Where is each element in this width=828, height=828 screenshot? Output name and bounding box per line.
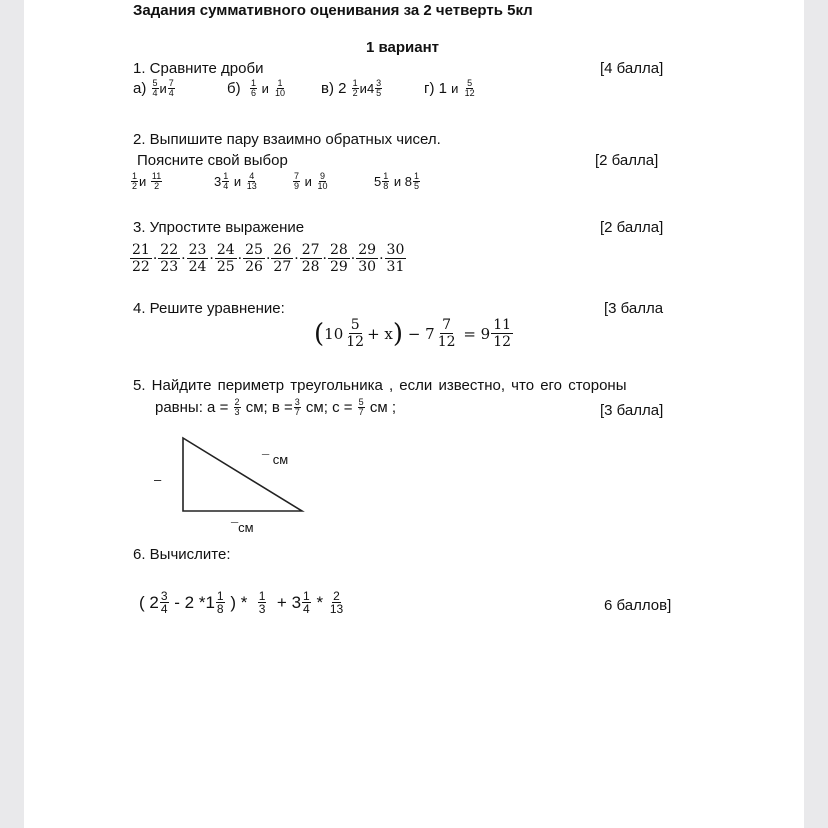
task2-pair-2: 3 $\frac{1}{4}$ и $\frac{4}{13}$ (214, 171, 257, 191)
task5-points: [3 балла] (600, 402, 664, 419)
item-d-label: г) 1 (424, 80, 447, 97)
multiply-dot: · (379, 250, 384, 267)
fraction: $\frac{1}{4}$ (303, 589, 310, 616)
fraction: $\frac{5}{12}$ (346, 317, 365, 350)
right-triangle (183, 438, 302, 511)
fraction: $\frac{1}{2}$ (352, 78, 358, 98)
task1-item-d: г) 1 и $\frac{5}{12}$ (424, 78, 475, 98)
product-fraction: $\frac{25}{26}$ (245, 242, 263, 275)
task2-pair-1: $\frac{1}{2}$ и $\frac{11}{2}$ (132, 171, 162, 191)
item-c-label: в) 2 (321, 80, 347, 97)
task2-pair-3: $\frac{7}{9}$ и $\frac{9}{10}$ (294, 171, 328, 191)
task2-pair-4: 5 $\frac{1}{8}$ и 8 $\frac{1}{5}$ (374, 171, 420, 191)
task6-text: 6. Вычислите: (133, 546, 231, 563)
task5-sides: равны: а = $\frac{2}{3}$ см; в = $\frac{3}{7}$ см; с = $\frac{5}{7}$ см ; (155, 397, 397, 417)
product-fraction: $\frac{24}{25}$ (216, 242, 235, 275)
item-a-label: а) (133, 80, 147, 97)
fraction: $\frac{7}{4}$ (168, 78, 174, 98)
task6-points: 6 баллов] (604, 597, 672, 614)
fraction: $\frac{2}{3}$ (234, 397, 240, 417)
fraction: $\frac{1}{8}$ (383, 171, 389, 191)
triangle-figure (180, 435, 306, 515)
task2-text: 2. Выпишите пару взаимно обратных чисел. (133, 131, 441, 148)
fraction: $\frac{11}{12}$ (493, 317, 512, 350)
label-left-side: – (154, 472, 162, 487)
product-fraction: $\frac{22}{23}$ (160, 242, 179, 275)
fraction: $\frac{11}{2}$ (151, 171, 162, 191)
worksheet-page (24, 0, 804, 828)
task1-item-b: б) $\frac{1}{6}$ и $\frac{1}{10}$ (227, 78, 286, 98)
variant-heading: 1 вариант (366, 39, 440, 56)
task4-equation: ( 10 $\frac{5}{12}$ + x ) − 7 $\frac{7}{12}$ = 9 $\frac{11}{12}$ (314, 317, 512, 350)
fraction: $\frac{1}{6}$ (250, 78, 256, 98)
task6-expression: ( 2 $\frac{3}{4}$ - 2 *1 $\frac{1}{8}$ ) * $\frac{1}{3}$ + 3 $\frac{1}{4}$ * $\frac{2}{13}$ (139, 589, 344, 616)
fraction: $\frac{1}{2}$ (132, 171, 138, 191)
task1-item-a: а) $\frac{5}{4}$ и $\frac{7}{4}$ (133, 78, 174, 98)
fraction: $\frac{1}{5}$ (414, 171, 420, 191)
multiply-dot: · (152, 250, 158, 267)
multiply-dot: · (265, 250, 271, 267)
fraction: $\frac{7}{12}$ (437, 317, 456, 350)
task3-text: 3. Упростите выражение (133, 219, 305, 236)
fraction: $\frac{5}{4}$ (152, 78, 158, 98)
task4-text: 4. Решите уравнение: (133, 300, 285, 317)
multiply-dot: · (209, 250, 214, 267)
fraction: $\frac{1}{3}$ (258, 589, 266, 616)
fraction: $\frac{3}{4}$ (160, 589, 168, 616)
product-fraction: $\frac{27}{28}$ (301, 242, 320, 275)
page-title: Задания суммативного оценивания за 2 четверть 5кл (133, 2, 533, 19)
multiply-dot: · (322, 250, 327, 267)
fraction: $\frac{4}{13}$ (246, 171, 257, 191)
fraction: $\frac{1}{10}$ (275, 78, 286, 98)
fraction: $\frac{9}{10}$ (317, 171, 328, 191)
product-fraction: $\frac{30}{31}$ (386, 242, 405, 275)
fraction: $\frac{2}{13}$ (329, 589, 344, 616)
fraction: $\frac{3}{5}$ (376, 78, 382, 98)
multiply-dot: · (294, 250, 299, 267)
task1-text: 1. Сравните дроби (133, 60, 264, 77)
product-fraction: $\frac{26}{27}$ (273, 242, 292, 275)
multiply-dot: · (181, 250, 186, 267)
fraction: $\frac{3}{7}$ (294, 397, 300, 417)
task2-points: [2 балла] (595, 152, 659, 169)
fraction: $\frac{1}{8}$ (216, 589, 224, 616)
task4-points: [3 балла (604, 300, 664, 317)
fraction: $\frac{1}{4}$ (223, 171, 229, 191)
label-hypotenuse: ¯ см (262, 452, 289, 467)
fraction: $\frac{5}{7}$ (358, 397, 364, 417)
fraction: $\frac{5}{12}$ (464, 78, 475, 98)
fraction: $\frac{7}{9}$ (294, 171, 300, 191)
product-fraction: $\frac{28}{29}$ (329, 242, 348, 275)
product-fraction: $\frac{23}{24}$ (188, 242, 207, 275)
task5-text: 5. Найдите периметр треугольника , если известно, что его стороны (133, 377, 627, 394)
multiply-dot: · (350, 250, 356, 267)
product-fraction: $\frac{29}{30}$ (358, 242, 377, 275)
multiply-dot: · (237, 250, 243, 267)
item-b-label: б) (227, 80, 241, 97)
task1-item-c: в) 2 $\frac{1}{2}$ и 4 $\frac{3}{5}$ (321, 78, 382, 98)
task3-points: [2 балла] (600, 219, 664, 236)
task2-text-2: Поясните свой выбор (137, 152, 288, 169)
task1-points: [4 балла] (600, 60, 664, 77)
product-fraction: $\frac{21}{22}$ (132, 242, 150, 275)
task3-fraction-product (129, 242, 407, 275)
label-bottom-side: ¯см (231, 520, 254, 535)
